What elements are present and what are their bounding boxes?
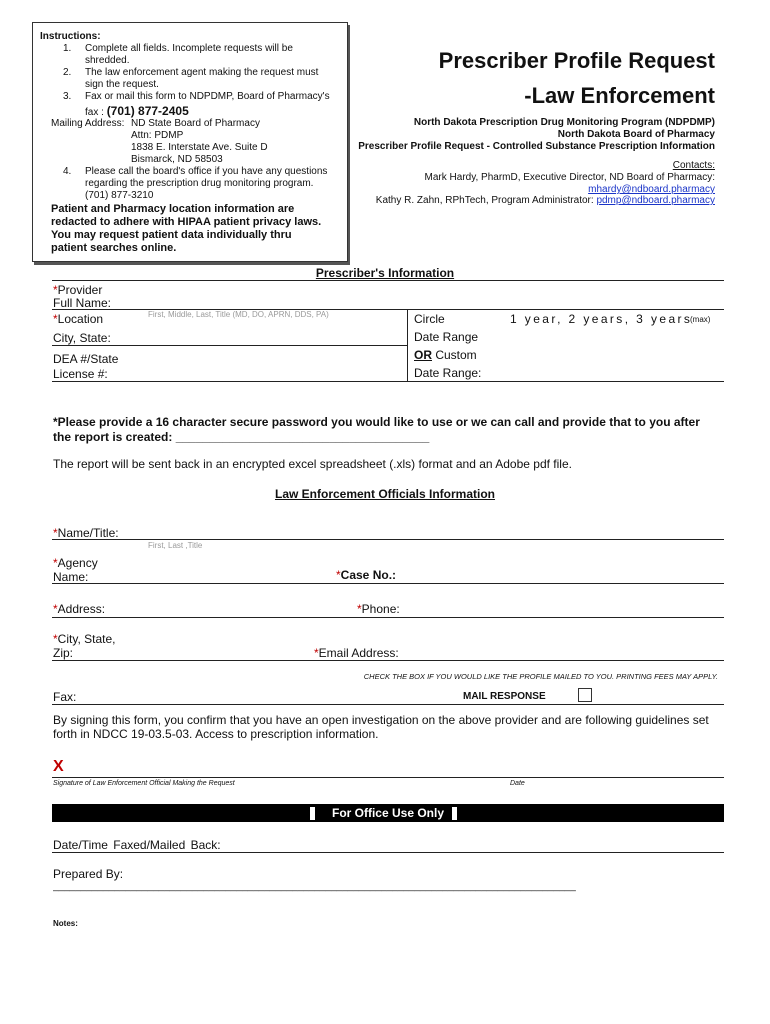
official-name-hint: First, Last ,Title [148,541,203,550]
dea-license-input[interactable] [140,348,400,380]
contact-1-email-link[interactable]: mhardy@ndboard.pharmacy [588,184,715,195]
mailing-label: Mailing Address: [51,118,125,129]
signature-x-mark: X [53,758,64,775]
mailing-line-1: ND State Board of Pharmacy [131,118,260,129]
max-label: (max) [690,315,711,324]
signature-caption: Signature of Law Enforcement Official Making the Request [53,780,235,787]
provider-location-input[interactable] [140,308,400,344]
fax-prefix: fax : [85,107,107,118]
mail-response-checkbox[interactable] [578,688,592,702]
custom-label [414,348,477,362]
custom-date-range-input[interactable] [485,360,720,380]
city-label-text: City, State, [57,632,116,646]
phone-label [357,602,400,616]
instr-text-4b: regarding the prescription drug monitoring program. [85,178,314,189]
notes-label: Notes: [53,919,78,928]
required-star: * [53,602,58,616]
address-label [53,602,105,616]
provider-label-text: Provider [57,283,103,297]
location-label [53,312,103,326]
officials-section-title: Law Enforcement Officials Information [274,487,496,501]
contact-2 [376,195,715,206]
instr-text-2b: sign the request. [85,79,159,90]
instructions-box [32,22,348,262]
org-line-2: North Dakota Board of Pharmacy [557,129,715,140]
check-note: CHECK THE BOX IF YOU WOULD LIKE THE PROFILE MAILED TO YOU. PRINTING FEES MAY APPLY. [363,672,718,681]
required-star: * [53,526,58,540]
instr-num-3: 3. [63,91,72,102]
agency-label-1 [53,556,98,570]
password-line-1: *Please provide a 16 character secure password you would like to use or we can call and provide that to you after [53,415,700,429]
name-title-input[interactable] [140,522,720,538]
statement-line-1: By signing this form, you confirm that you have an open investigation on the above provider and are following guidelines set [53,713,709,727]
contact-2-email-link[interactable]: pdmp@ndboard.pharmacy [596,195,715,206]
instr-text-1: Complete all fields. Incomplete requests will be [85,43,293,54]
mailing-line-4: Bismarck, ND 58503 [131,154,223,165]
address-label-text: Address: [57,602,106,616]
hipaa-line-1: Patient and Pharmacy location information are [51,203,295,215]
required-star: * [314,646,319,660]
banner-bar-right [452,807,457,820]
contact-1-email [588,184,715,195]
date-time-label: Date/Time Faxed/Mailed Back: [53,838,221,852]
required-star: * [336,568,341,582]
org-line-3: Prescriber Profile Request - Controlled Substance Prescription Information [358,141,715,152]
hipaa-line-4: patient searches online. [51,242,177,254]
address-input[interactable] [110,600,350,616]
instr-text-3: Fax or mail this form to NDPDMP, Board of Pharmacy's [85,91,330,102]
email-label-text: Email Address: [318,646,399,660]
email-input[interactable] [405,642,720,658]
required-star: * [53,632,58,646]
agency-input[interactable] [100,566,330,582]
required-star: * [357,602,362,616]
mailing-line-2: Attn: PDMP [131,130,184,141]
hipaa-line-3: You may request patient data individually thru [51,229,292,241]
agency-label-text: Agency [57,556,98,570]
date-range2-label: Date Range: [414,366,482,380]
instr-text-4c: (701) 877-3210 [85,190,154,201]
signature-input[interactable] [70,760,720,776]
mailing-line-3: 1838 E. Interstate Ave. Suite D [131,142,268,153]
instr-text-2: The law enforcement agent making the request must [85,67,319,78]
case-number-input[interactable] [405,566,720,582]
contact-1: Mark Hardy, PharmD, Executive Director, ND Board of Pharmacy: [424,172,715,183]
dea-label-2: License #: [53,367,108,381]
custom-label-text: Custom [432,348,477,362]
password-input[interactable] [175,428,435,444]
provider-name-hint: First, Middle, Last, Title (MD, DO, APRN, DDS, PA) [148,310,329,319]
case-label [336,568,396,582]
page-subtitle: -Law Enforcement [524,83,715,108]
hipaa-line-2: redacted to adhere with HIPAA patient privacy laws. [51,216,322,228]
name-title-label-text: Name/Title: [57,526,119,540]
instr-num-2: 2. [63,67,72,78]
fax-label: Fax: [53,690,77,704]
contact-2-text: Kathy R. Zahn, RPhTech, Program Administrator: [375,195,594,206]
required-star: * [53,556,58,570]
city-zip-label-2: Zip: [53,646,74,660]
location-label-text: Location [57,312,104,326]
dea-label-1: DEA #/State [53,352,119,366]
agency-label-2: Name: [53,570,89,584]
fax-input[interactable] [85,688,365,704]
phone-input[interactable] [405,600,720,616]
prescriber-section-title: Prescriber's Information [315,266,455,280]
required-star: * [53,312,58,326]
org-line-1: North Dakota Prescription Drug Monitoring Program (NDPDMP) [413,117,715,128]
fax-number: (701) 877-2405 [106,104,189,118]
office-use-banner [52,804,724,822]
provider-label [53,283,102,297]
full-name-label: Full Name: [53,296,112,310]
date-caption: Date [510,780,525,787]
password-line-2: the report is created: ______________________________________ [53,430,430,444]
instr-num-1: 1. [63,43,72,54]
case-label-text: Case No.: [340,568,397,582]
prepared-by-label: Prepared By: [53,867,124,881]
instructions-heading: Instructions: [40,31,101,42]
or-label: OR [414,348,432,362]
city-zip-input[interactable] [110,642,310,658]
date-time-input[interactable] [270,836,720,852]
name-title-label [53,526,119,540]
statement-line-2: forth in NDCC 19-03.5-03. Access to prescription information. [53,727,379,741]
city-state-label: City, State: [53,331,111,345]
office-use-title: For Office Use Only [331,806,445,820]
city-zip-label-1 [53,632,115,646]
email-label [314,646,399,660]
phone-label-text: Phone: [361,602,400,616]
instr-num-4: 4. [63,166,72,177]
instr-text-1b: shredded. [85,55,130,66]
prepared-by-line[interactable]: ______________________________________________________________________________________________ [53,881,576,892]
required-star: * [53,283,58,297]
circle-label: Circle [414,312,445,326]
instr-text-4a: Please call the board's office if you have any questions [85,166,328,177]
page-title: Prescriber Profile Request [438,48,715,73]
circle-options[interactable]: 1 year, 2 years, 3 years [510,312,693,326]
report-note: The report will be sent back in an encrypted excel spreadsheet (.xls) format and an Adobe pdf file. [53,457,572,471]
contacts-label: Contacts: [672,160,715,171]
date-range-label: Date Range [414,330,479,344]
mail-response-label: MAIL RESPONSE [463,691,546,702]
